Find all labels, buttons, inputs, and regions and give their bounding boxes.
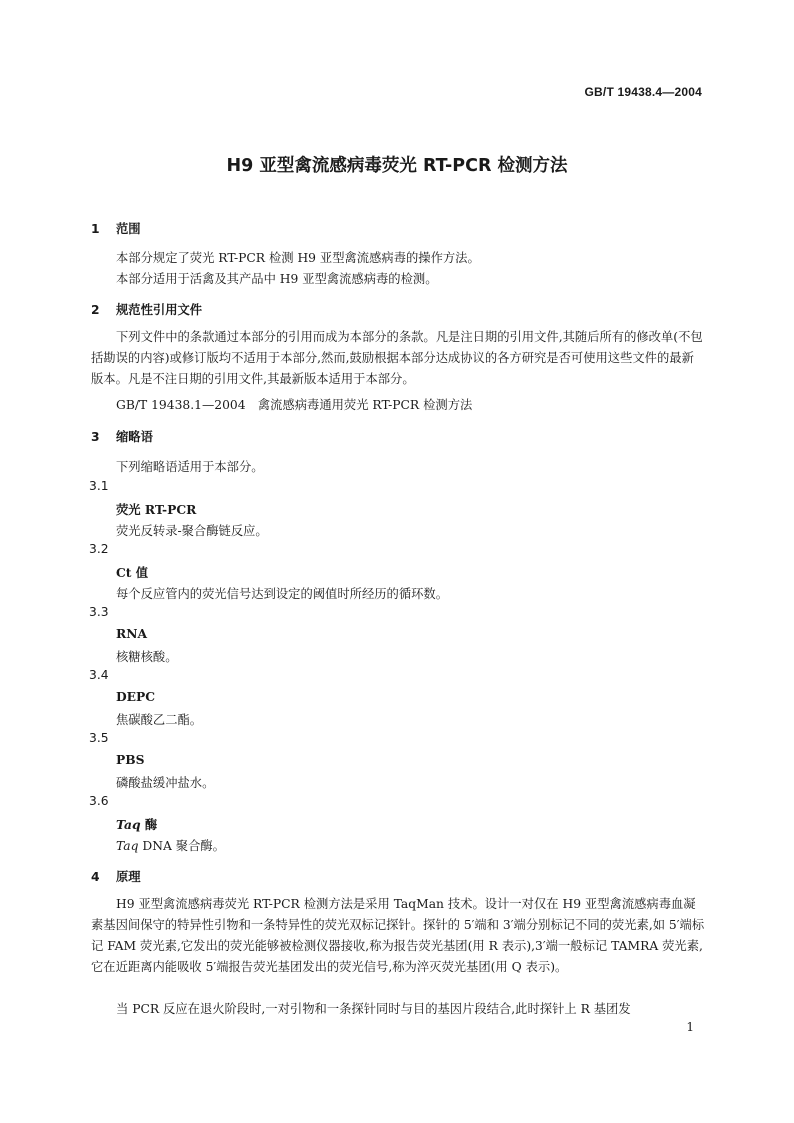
section-number: 2 bbox=[91, 303, 100, 317]
paragraph: 当 PCR 反应在退火阶段时,一对引物和一条探针同时与目的基因片段结合,此时探针上 R 基团发 bbox=[116, 1002, 631, 1016]
section-number: 1 bbox=[91, 222, 100, 236]
definition-rest: DNA 聚合酶。 bbox=[138, 839, 225, 853]
term-number: 3.1 bbox=[89, 479, 109, 493]
page-number: 1 bbox=[686, 1020, 694, 1034]
term-definition: 核糖核酸。 bbox=[116, 650, 178, 664]
term-number: 3.5 bbox=[89, 731, 109, 745]
term-number: 3.3 bbox=[89, 605, 109, 619]
page-title: H9 亚型禽流感病毒荧光 RT-PCR 检测方法 bbox=[226, 156, 568, 176]
section-title: 缩略语 bbox=[116, 430, 153, 444]
section-2-heading bbox=[91, 300, 202, 318]
section-number: 4 bbox=[91, 870, 100, 884]
term-number: 3.2 bbox=[89, 542, 109, 556]
term: RNA bbox=[116, 626, 148, 641]
term-definition: 荧光反转录-聚合酶链反应。 bbox=[116, 524, 268, 538]
term-definition: 磷酸盐缓冲盐水。 bbox=[116, 776, 215, 790]
section-4-heading bbox=[91, 867, 141, 885]
term bbox=[116, 815, 157, 833]
section-3-heading bbox=[91, 427, 153, 445]
paragraph: 本部分规定了荧光 RT-PCR 检测 H9 亚型禽流感病毒的操作方法。 bbox=[116, 251, 480, 265]
term-italic: Taq bbox=[116, 817, 141, 832]
section-1-heading bbox=[91, 219, 141, 237]
term-definition: 焦碳酸乙二酯。 bbox=[116, 713, 203, 727]
definition-italic: Taq bbox=[116, 839, 139, 853]
paragraph: 下列缩略语适用于本部分。 bbox=[116, 460, 264, 474]
term-definition: 每个反应管内的荧光信号达到设定的阈值时所经历的循环数。 bbox=[116, 587, 449, 601]
paragraph: 下列文件中的条款通过本部分的引用而成为本部分的条款。凡是注日期的引用文件,其随后所有的修改单(不包括勘误的内容)或修订版均不适用于本部分,然而,鼓励根据本部分达成协议的各方研究是否可使用这些文件的最新版本。凡是不注日期的引用文件,其最新版本适用于本部分。 bbox=[91, 330, 703, 386]
term: 荧光 RT-PCR bbox=[116, 502, 197, 517]
paragraph: 本部分适用于活禽及其产品中 H9 亚型禽流感病毒的检测。 bbox=[116, 272, 438, 286]
term-number: 3.6 bbox=[89, 794, 109, 808]
term: Ct 值 bbox=[116, 565, 149, 580]
paragraph: H9 亚型禽流感病毒荧光 RT-PCR 检测方法是采用 TaqMan 技术。设计一对仅在 H9 亚型禽流感病毒血凝素基因间保守的特异性引物和一条特异性的荧光双标记探针。探针的 5′端和 3′端分别标记不同的荧光素,如 5′端标记 FAM 荧光素,它发出的荧光能够被检测仪器接收,称为报告荧光基团(用 R 表示),3′端一般标记 TAMRA 荧光素,它在近距离内能吸收 5′端报告荧光基团发出的荧光信号,称为淬灭荧光基团(用 Q 表示)。 bbox=[91, 897, 705, 974]
term-definition bbox=[116, 836, 225, 854]
section-title: 范围 bbox=[116, 222, 141, 236]
term: PBS bbox=[116, 752, 145, 767]
reference-line: GB/T 19438.1—2004 禽流感病毒通用荧光 RT-PCR 检测方法 bbox=[116, 398, 473, 412]
section-number: 3 bbox=[91, 430, 100, 444]
standard-code: GB/T 19438.4—2004 bbox=[584, 85, 702, 99]
section-title: 规范性引用文件 bbox=[116, 303, 203, 317]
term-rest: 酶 bbox=[140, 817, 158, 832]
term: DEPC bbox=[116, 689, 156, 704]
term-number: 3.4 bbox=[89, 668, 109, 682]
section-title: 原理 bbox=[116, 870, 141, 884]
